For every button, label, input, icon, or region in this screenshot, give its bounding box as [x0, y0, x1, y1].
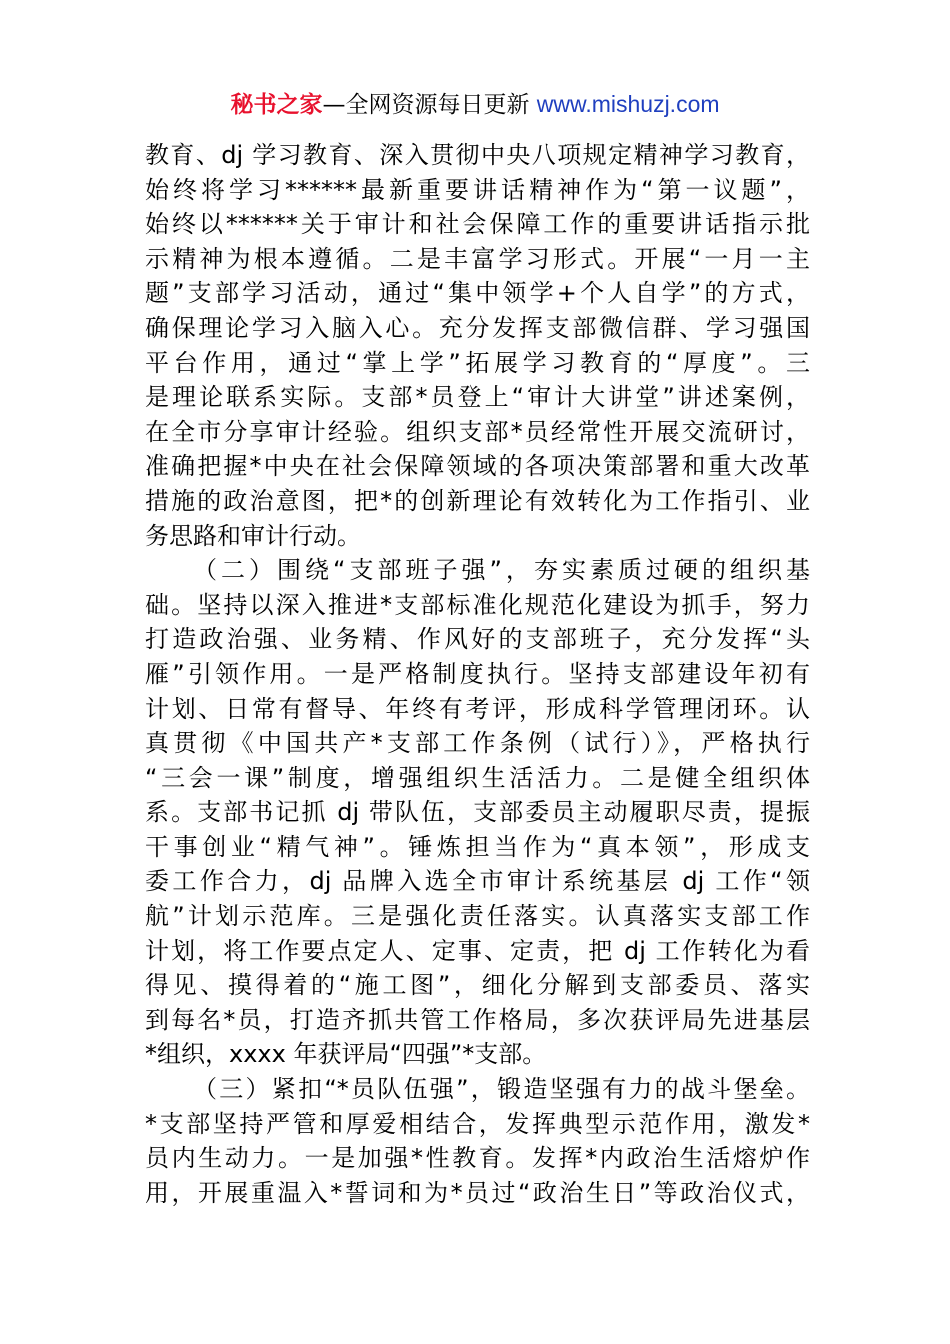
text-line: 委工作合力，dj 品牌入选全市审计系统基层 dj 工作“领 [145, 867, 810, 896]
text-line: 始终以******关于审计和社会保障工作的重要讲话指示批 [145, 210, 810, 239]
text-line: 教育、dj 学习教育、深入贯彻中央八项规定精神学习教育， [145, 141, 810, 169]
text-line: 用，开展重温入*誓词和为*员过“政治生日”等政治仪式， [145, 1178, 810, 1207]
text-line: *组织，xxxx 年获评局“四强”*支部。 [145, 1040, 547, 1069]
text-line: 准确把握*中央在社会保障领域的各项决策部署和重大改革 [145, 452, 810, 481]
document-body [145, 138, 810, 1210]
text-line: 平台作用，通过“掌上学”拓展学习教育的“厚度”。三 [145, 348, 810, 377]
text-line: 计划，将工作要点定人、定事、定责，把 dj 工作转化为看 [145, 936, 810, 965]
text-line: 题”支部学习活动，通过“集中领学+个人自学”的方式， [145, 279, 810, 308]
text-line: 员内生动力。一是加强*性教育。发挥*内政治生活熔炉作 [145, 1144, 810, 1173]
text-line: 确保理论学习入脑入心。充分发挥支部微信群、学习强国 [145, 313, 810, 342]
text-line: 得见、摸得着的“施工图”，细化分解到支部委员、落实 [145, 971, 810, 1000]
section-heading-line: （三）紧扣“*员队伍强”，锻造坚强有力的战斗堡垒。 [193, 1075, 810, 1104]
text-line: 到每名*员，打造齐抓共管工作格局，多次获评局先进基层 [145, 1005, 810, 1034]
text-line: 打造政治强、业务精、作风好的支部班子，充分发挥“头 [145, 625, 810, 654]
text-line: 示精神为根本遵循。二是丰富学习形式。开展“一月一主 [145, 244, 810, 273]
text-line: 系。支部书记抓 dj 带队伍，支部委员主动履职尽责，提振 [145, 798, 810, 827]
text-line: 真贯彻《中国共产*支部工作条例（试行）》，严格执行 [145, 729, 810, 758]
section-heading-line: （二）围绕“支部班子强”，夯实素质过硬的组织基 [193, 556, 810, 585]
text-line: 雁”引领作用。一是严格制度执行。坚持支部建设年初有 [145, 659, 810, 688]
text-line: “三会一课”制度，增强组织生活活力。二是健全组织体 [145, 763, 810, 792]
text-line: 干事创业“精气神”。锤炼担当作为“真本领”，形成支 [145, 832, 810, 861]
text-line: 航”计划示范库。三是强化责任落实。认真落实支部工作 [145, 902, 810, 931]
text-line: 是理论联系实际。支部*员登上“审计大讲堂”讲述案例， [145, 383, 810, 412]
text-line: 措施的政治意图，把*的创新理论有效转化为工作指引、业 [145, 486, 810, 515]
text-line: *支部坚持严管和厚爱相结合，发挥典型示范作用，激发* [145, 1109, 810, 1138]
page-header [0, 88, 950, 121]
text-line: 在全市分享审计经验。组织支部*员经常性开展交流研讨， [145, 417, 810, 446]
header-tagline: —全网资源每日更新 [322, 92, 537, 118]
text-line: 础。坚持以深入推进*支部标准化规范化建设为抓手，努力 [145, 590, 810, 619]
text-line: 务思路和审计行动。 [145, 521, 361, 550]
brand-name: 秘书之家 [230, 92, 323, 118]
website-url[interactable]: www.mishuzj.com [536, 91, 720, 117]
text-line: 始终将学习******最新重要讲话精神作为“第一议题”， [145, 175, 810, 204]
text-line: 计划、日常有督导、年终有考评，形成科学管理闭环。认 [145, 694, 810, 723]
